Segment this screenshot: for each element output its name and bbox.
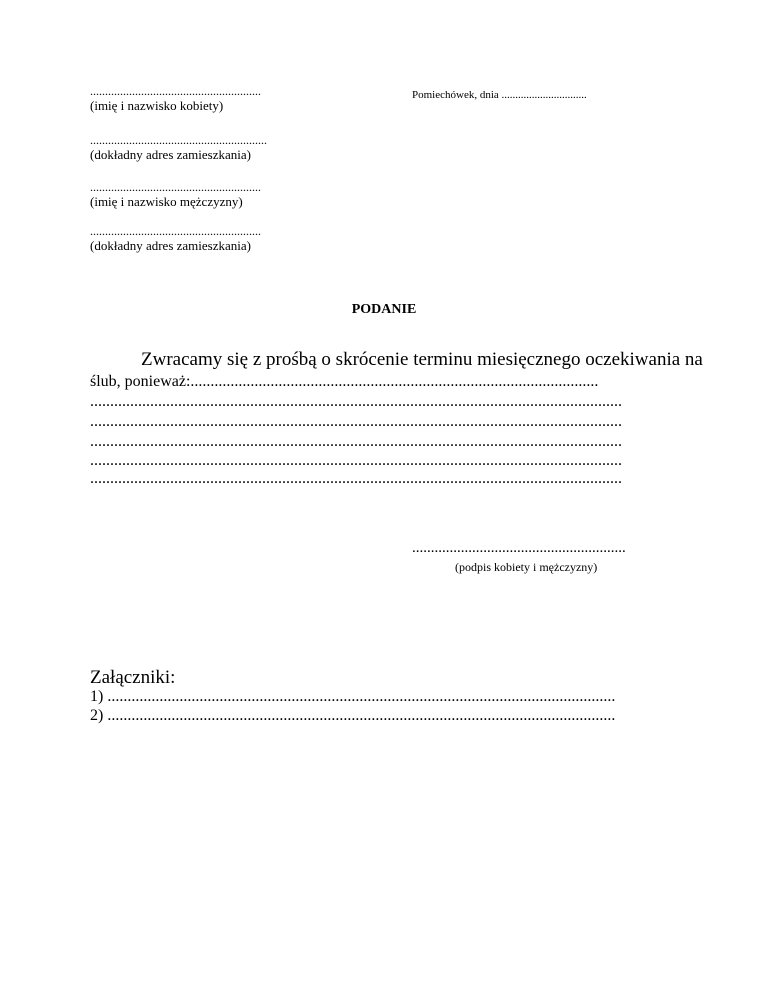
woman-name-line: ......................................................... [90,84,261,98]
request-line-1: Zwracamy się z prośbą o skrócenie terminu miesięcznego oczekiwania na [141,349,703,370]
woman-address-line: ........................................................... [90,133,267,147]
signature-caption: (podpis kobiety i mężczyzny) [455,560,598,574]
attachment-item-2: 2) ............................................................................................................................... [90,707,616,724]
man-address-line: ......................................................... [90,224,261,238]
signature-line: ......................................................... [412,540,626,556]
reason-line-4: ..................................................................................................................................... [90,452,622,469]
woman-name-caption: (imię i nazwisko kobiety) [90,98,224,113]
attachment-item-1: 1) ............................................................................................................................... [90,688,616,705]
woman-address-caption: (dokładny adres zamieszkania) [90,147,251,162]
place-date: Pomiechówek, dnia ............................... [412,89,587,101]
attachments-title: Załączniki: [90,667,176,688]
man-name-line: ......................................................... [90,180,261,194]
reason-line-2: ..................................................................................................................................... [90,413,622,430]
reason-line-3: ..................................................................................................................................... [90,433,622,450]
document-title: PODANIE [351,302,417,317]
man-address-caption: (dokładny adres zamieszkania) [90,238,251,253]
reason-line-5: ..................................................................................................................................... [90,470,622,487]
request-line-2: ślub, ponieważ:...................................................................................................... [90,373,599,390]
man-name-caption: (imię i nazwisko mężczyzny) [90,194,243,209]
reason-line-1: ..................................................................................................................................... [90,393,622,410]
